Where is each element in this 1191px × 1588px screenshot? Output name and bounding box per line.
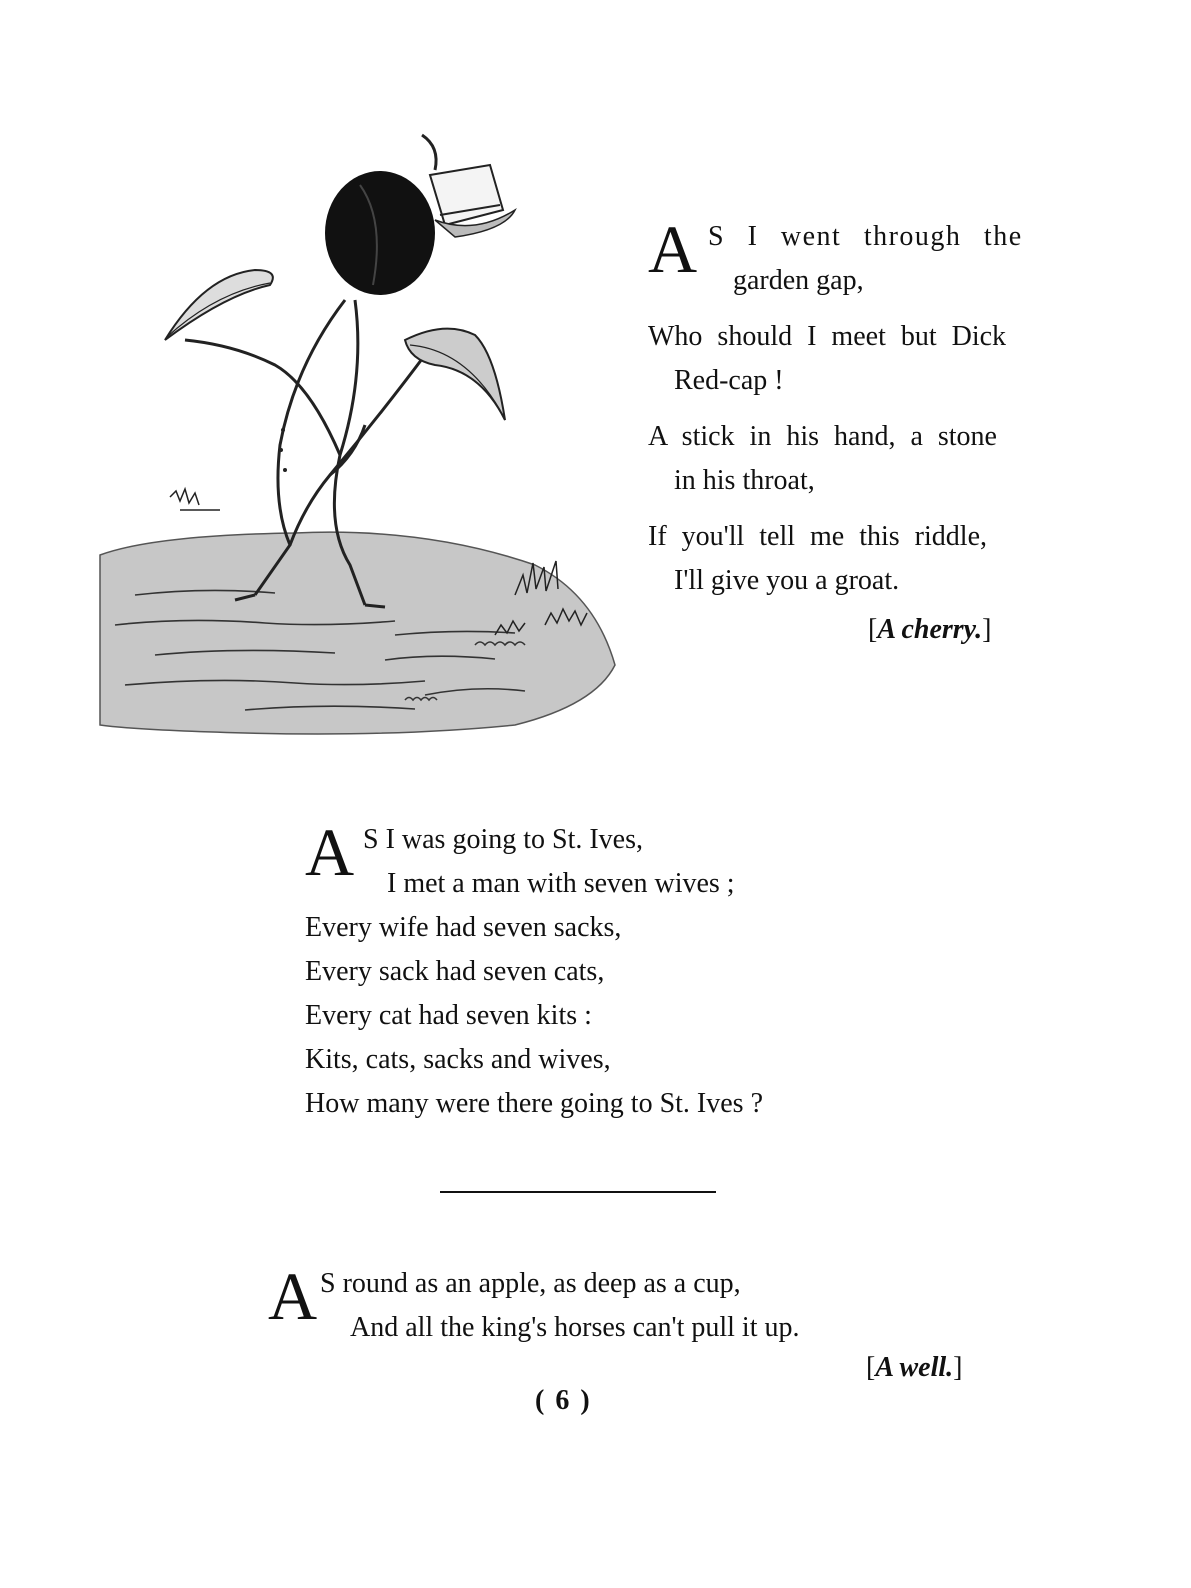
poem-line: How many were there going to St. Ives ?: [305, 1088, 763, 1119]
ground: [100, 532, 615, 734]
page-number: ( 6 ): [535, 1385, 592, 1416]
poem-line: A stick in his hand, a stone: [648, 421, 997, 452]
poem-line: in his throat,: [674, 465, 815, 496]
poem-line: S round as an apple, as deep as a cup,: [320, 1268, 741, 1299]
poem-line: Kits, cats, sacks and wives,: [305, 1044, 611, 1075]
poem-line: I met a man with seven wives ;: [387, 868, 735, 899]
poem-line: S I went through the: [708, 221, 1023, 252]
poem-line: Who should I meet but Dick: [648, 321, 1007, 352]
drop-cap: A: [305, 814, 355, 890]
poem-line: Every wife had seven sacks,: [305, 912, 622, 943]
drop-cap: A: [648, 211, 698, 287]
poem-line: S I was going to St. Ives,: [363, 824, 643, 855]
divider-rule: [440, 1191, 716, 1193]
left-leaf: [165, 270, 273, 340]
poem-line: Red-cap !: [674, 365, 784, 396]
riddle-well: [268, 1258, 988, 1350]
riddle-cherry: [648, 211, 1058, 603]
right-leaf: [405, 329, 505, 420]
cherry-body: [325, 171, 435, 295]
riddle-answer: [A cherry.]: [868, 614, 992, 645]
poem-line: garden gap,: [733, 265, 864, 296]
drop-cap: A: [268, 1258, 318, 1334]
poem-line: Every cat had seven kits :: [305, 1000, 592, 1031]
cherry-illustration: [95, 125, 640, 740]
poem-line: And all the king's horses can't pull it up.: [350, 1312, 800, 1343]
riddle-answer: [A well.]: [866, 1352, 963, 1383]
first-stanza: [648, 211, 1058, 303]
top-hat-icon: [422, 135, 515, 237]
poem-line: Every sack had seven cats,: [305, 956, 605, 987]
riddle-st-ives: [305, 814, 865, 1126]
poem-line: I'll give you a groat.: [674, 565, 900, 596]
poem-line: If you'll tell me this riddle,: [648, 521, 987, 552]
